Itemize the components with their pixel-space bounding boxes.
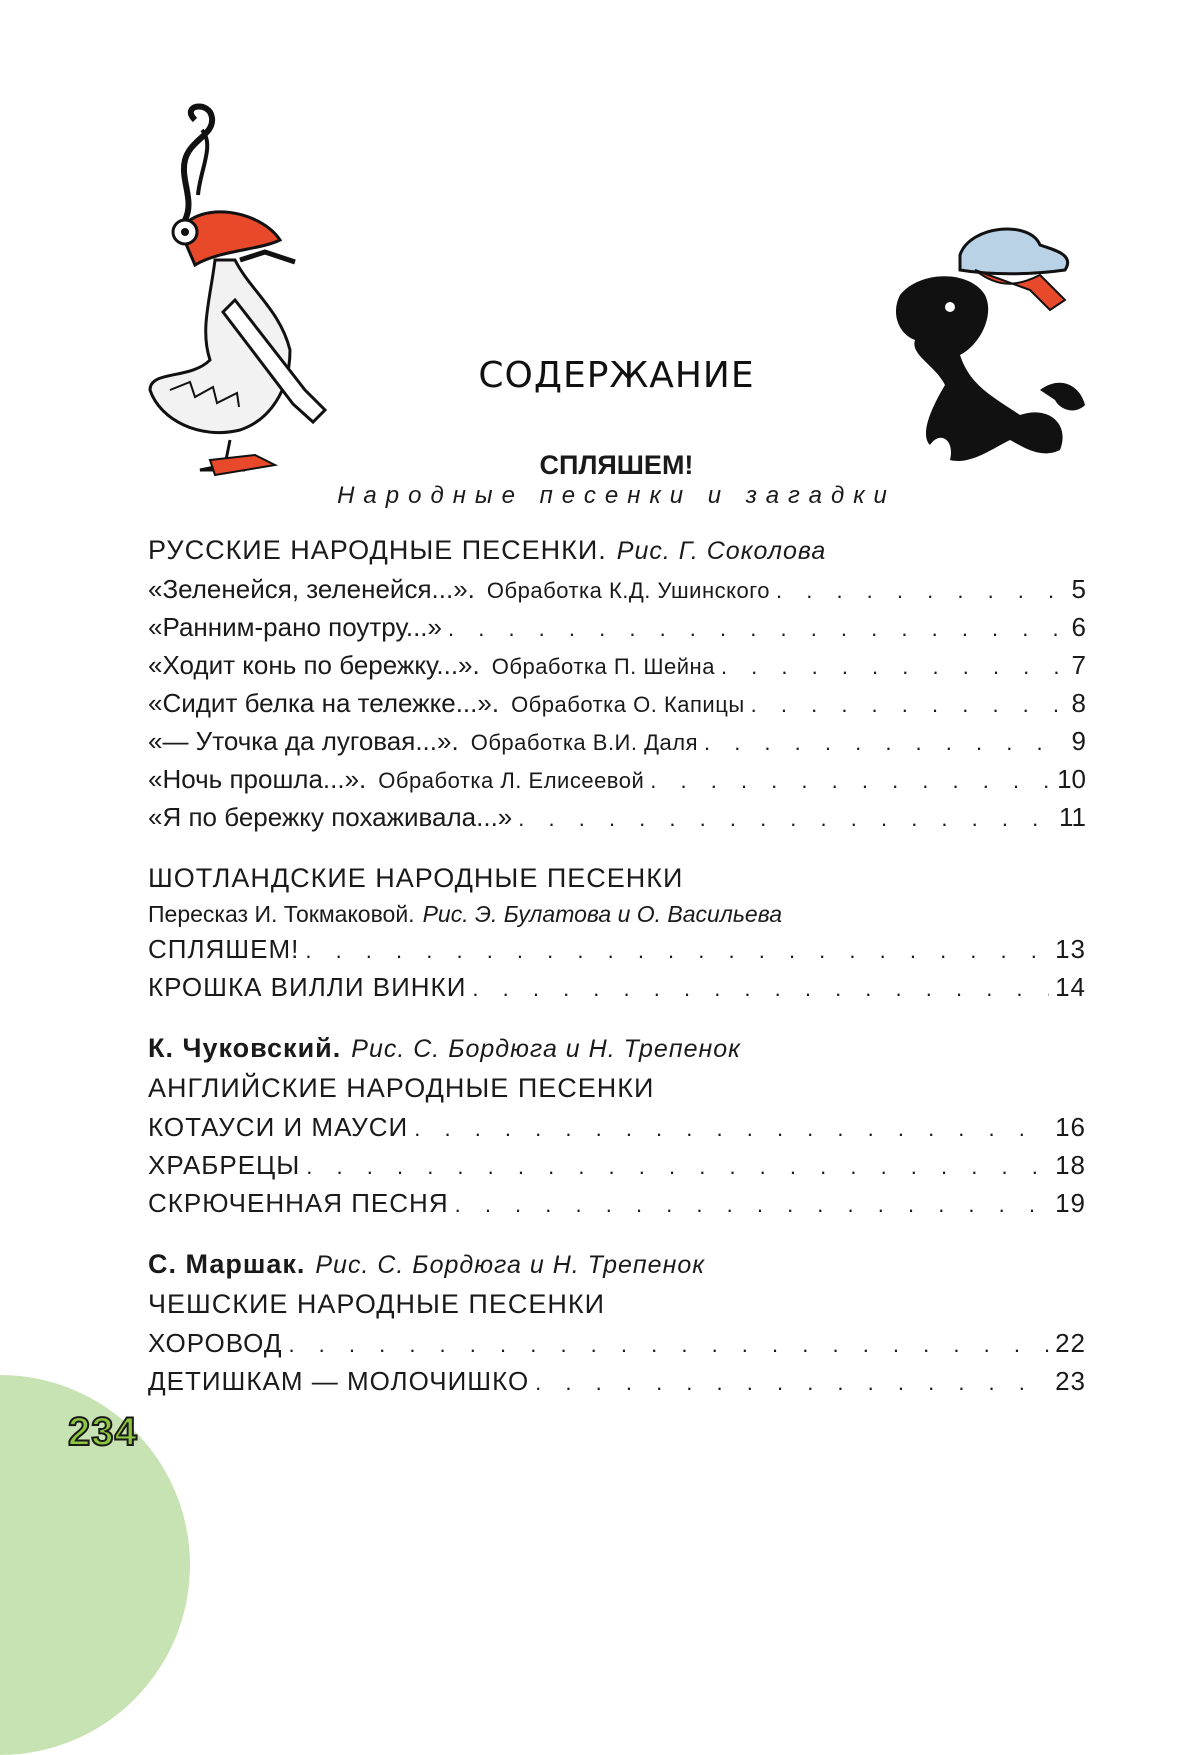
entry-page: 8 xyxy=(1071,688,1086,718)
entry-page: 23 xyxy=(1055,1366,1086,1396)
entry-title: СКРЮЧЕННАЯ ПЕСНЯ xyxy=(148,1188,449,1218)
group-heading: АНГЛИЙСКИЕ НАРОДНЫЕ ПЕСЕНКИ xyxy=(148,1073,655,1103)
group-title xyxy=(148,530,1086,570)
dot-leader xyxy=(518,800,1053,838)
entry-title: СПЛЯШЕМ! xyxy=(148,934,300,964)
dot-leader xyxy=(448,610,1066,648)
entry-note: Обработка П. Шейна xyxy=(491,654,715,679)
dot-leader xyxy=(455,1186,1049,1224)
entry-title: «— Уточка да луговая...». xyxy=(148,726,459,756)
entry-page: 5 xyxy=(1071,574,1086,604)
entry-title: «Я по бережку похаживала...» xyxy=(148,802,513,832)
entry-page: 16 xyxy=(1055,1112,1086,1142)
dot-leader xyxy=(535,1364,1049,1402)
dot-leader xyxy=(288,1326,1049,1364)
author-name: К. Чуковский. xyxy=(148,1033,342,1063)
entry-note: Обработка О. Капицы xyxy=(511,692,745,717)
illustrator-credit: Рис. С. Бордюга и Н. Трепенок xyxy=(351,1035,741,1063)
toc-entry[interactable] xyxy=(148,1362,1086,1400)
entry-title: «Ранним-рано поутру...» xyxy=(148,612,442,642)
toc-entry[interactable] xyxy=(148,760,1086,798)
author-line xyxy=(148,1244,1086,1284)
entry-page: 11 xyxy=(1059,802,1086,832)
illustrator-credit: Рис. Э. Булатова и О. Васильева xyxy=(422,901,782,927)
toc-entry[interactable] xyxy=(148,570,1086,608)
entry-title: ХРАБРЕЦЫ xyxy=(148,1150,301,1180)
toc-entry[interactable] xyxy=(148,1146,1086,1184)
entry-page: 10 xyxy=(1057,764,1086,794)
black-dog-illustration xyxy=(880,215,1090,475)
author-line xyxy=(148,1028,1086,1068)
author-name: С. Маршак. xyxy=(148,1249,306,1279)
dot-leader xyxy=(414,1110,1049,1148)
toc-entry[interactable] xyxy=(148,684,1086,722)
dot-leader xyxy=(751,686,1066,724)
entry-page: 19 xyxy=(1055,1188,1086,1218)
toc-title: СОДЕРЖАНИЕ xyxy=(478,355,755,396)
entry-note: Обработка К.Д. Ушинского xyxy=(486,578,770,603)
entry-title: КРОШКА ВИЛЛИ ВИНКИ xyxy=(148,972,467,1002)
entry-title: ДЕТИШКАМ — МОЛОЧИШКО xyxy=(148,1366,530,1396)
section-subtitle: Народные песенки и загадки xyxy=(337,482,896,509)
page-number: 234 xyxy=(68,1410,138,1454)
section-title: СПЛЯШЕМ! xyxy=(539,450,694,480)
dot-leader xyxy=(650,762,1051,800)
entry-title: ХОРОВОД xyxy=(148,1328,283,1358)
illustrator-credit: Рис. С. Бордюга и Н. Трепенок xyxy=(315,1251,706,1279)
entry-page: 18 xyxy=(1055,1150,1086,1180)
group-heading: ШОТЛАНДСКИЕ НАРОДНЫЕ ПЕСЕНКИ xyxy=(148,863,684,893)
toc-entry[interactable] xyxy=(148,930,1086,968)
entry-page: 13 xyxy=(1055,934,1086,964)
toc-entry[interactable] xyxy=(148,1108,1086,1146)
entry-title: «Ходит конь по бережку...». xyxy=(148,650,480,680)
entry-page: 22 xyxy=(1055,1328,1086,1358)
group-heading: ЧЕШСКИЕ НАРОДНЫЕ ПЕСЕНКИ xyxy=(148,1289,605,1319)
entry-title: КОТАУСИ И МАУСИ xyxy=(148,1112,409,1142)
dot-leader xyxy=(721,648,1066,686)
entry-note: Обработка В.И. Даля xyxy=(470,730,698,755)
entry-title: «Сидит белка на тележке...». xyxy=(148,688,500,718)
group-heading: РУССКИЕ НАРОДНЫЕ ПЕСЕНКИ. xyxy=(148,535,607,565)
dot-leader xyxy=(776,572,1066,610)
illustrator-credit: Рис. Г. Соколова xyxy=(616,537,827,565)
toc-entry[interactable] xyxy=(148,968,1086,1006)
dot-leader xyxy=(472,970,1049,1008)
entry-title: «Зеленейся, зеленейся...». xyxy=(148,574,475,604)
dot-leader xyxy=(305,932,1049,970)
entry-page: 9 xyxy=(1071,726,1086,756)
goose-trumpet-illustration xyxy=(140,100,370,480)
toc-entry[interactable] xyxy=(148,646,1086,684)
dot-leader xyxy=(704,724,1066,762)
retold-credit: Пересказ И. Токмаковой. xyxy=(148,901,415,927)
entry-note: Обработка Л. Елисеевой xyxy=(378,768,645,793)
entry-page: 14 xyxy=(1055,972,1086,1002)
toc-entry[interactable] xyxy=(148,608,1086,646)
table-of-contents xyxy=(148,530,1086,1400)
entry-page: 6 xyxy=(1071,612,1086,642)
dot-leader xyxy=(306,1148,1049,1186)
credits-line xyxy=(148,898,1086,930)
entry-page: 7 xyxy=(1071,650,1086,680)
toc-entry[interactable] xyxy=(148,722,1086,760)
entry-title: «Ночь прошла...». xyxy=(148,764,367,794)
toc-entry[interactable] xyxy=(148,1324,1086,1362)
toc-entry[interactable] xyxy=(148,798,1086,836)
toc-entry[interactable] xyxy=(148,1184,1086,1222)
